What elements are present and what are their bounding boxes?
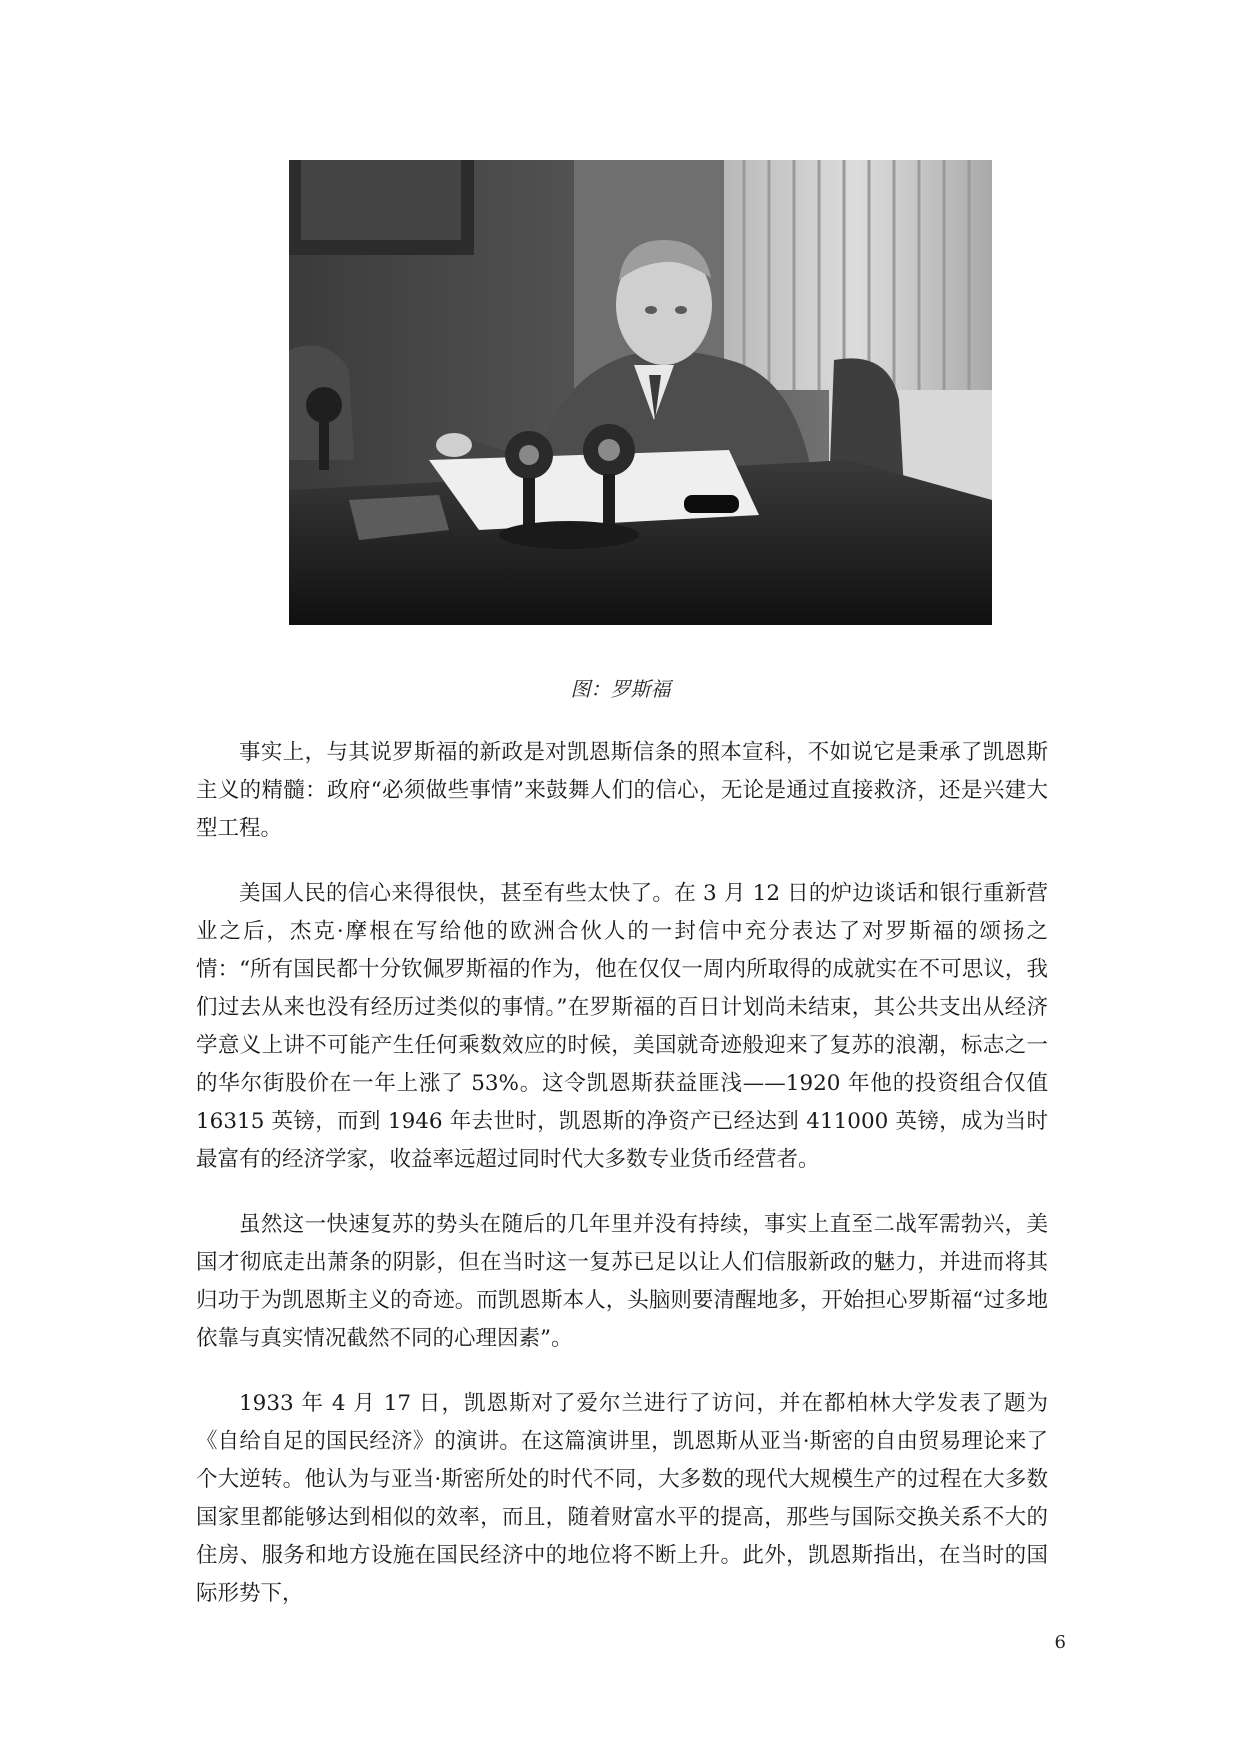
figure-caption: 图：罗斯福 xyxy=(570,677,671,701)
page-number: 6 xyxy=(1054,1632,1066,1653)
body-text xyxy=(196,734,1048,1640)
paragraph-1: 事实上，与其说罗斯福的新政是对凯恩斯信条的照本宣科，不如说它是秉承了凯恩斯主义的精髓：政府“必须做些事情”来鼓舞人们的信心，无论是通过直接救济，还是兴建大型工程。 xyxy=(196,740,1048,841)
paragraph-3: 虽然这一快速复苏的势头在随后的几年里并没有持续，事实上直至二战军需勃兴，美国才彻底走出萧条的阴影，但在当时这一复苏已足以让人们信服新政的魅力，并进而将其归功于为凯恩斯主义的奇迹。而凯恩斯本人，头脑则要清醒地多，开始担心罗斯福“过多地依靠与真实情况截然不同的心理因素”。 xyxy=(196,1212,1048,1351)
paragraph-2: 美国人民的信心来得很快，甚至有些太快了。在 3 月 12 日的炉边谈话和银行重新营业之后，杰克·摩根在写给他的欧洲合伙人的一封信中充分表达了对罗斯福的颂扬之情：“所有国民都十分钦佩罗斯福的作为，他在仅仅一周内所取得的成就实在不可思议，我们过去从来也没有经历过类似的事情。”在罗斯福的百日计划尚未结束，其公共支出从经济学意义上讲不可能产生任何乘数效应的时候，美国就奇迹般迎来了复苏的浪潮，标志之一的华尔街股价在一年上涨了 53%。这令凯恩斯获益匪浅——1920 年他的投资组合仅值 16315 英镑，而到 1946 年去世时，凯恩斯的净资产已经达到 411000 英镑，成为当时最富有的经济学家，收益率远超过同时代大多数专业货币经营者。 xyxy=(196,881,1048,1172)
roosevelt-photo xyxy=(289,160,992,625)
paragraph-4: 1933 年 4 月 17 日，凯恩斯对了爱尔兰进行了访问，并在都柏林大学发表了题为《自给自足的国民经济》的演讲。在这篇演讲里，凯恩斯从亚当·斯密的自由贸易理论来了个大逆转。他认为与亚当·斯密所处的时代不同，大多数的现代大规模生产的过程在大多数国家里都能够达到相似的效率，而且，随着财富水平的提高，那些与国际交换关系不大的住房、服务和地方设施在国民经济中的地位将不断上升。此外，凯恩斯指出，在当时的国际形势下， xyxy=(196,1391,1048,1606)
